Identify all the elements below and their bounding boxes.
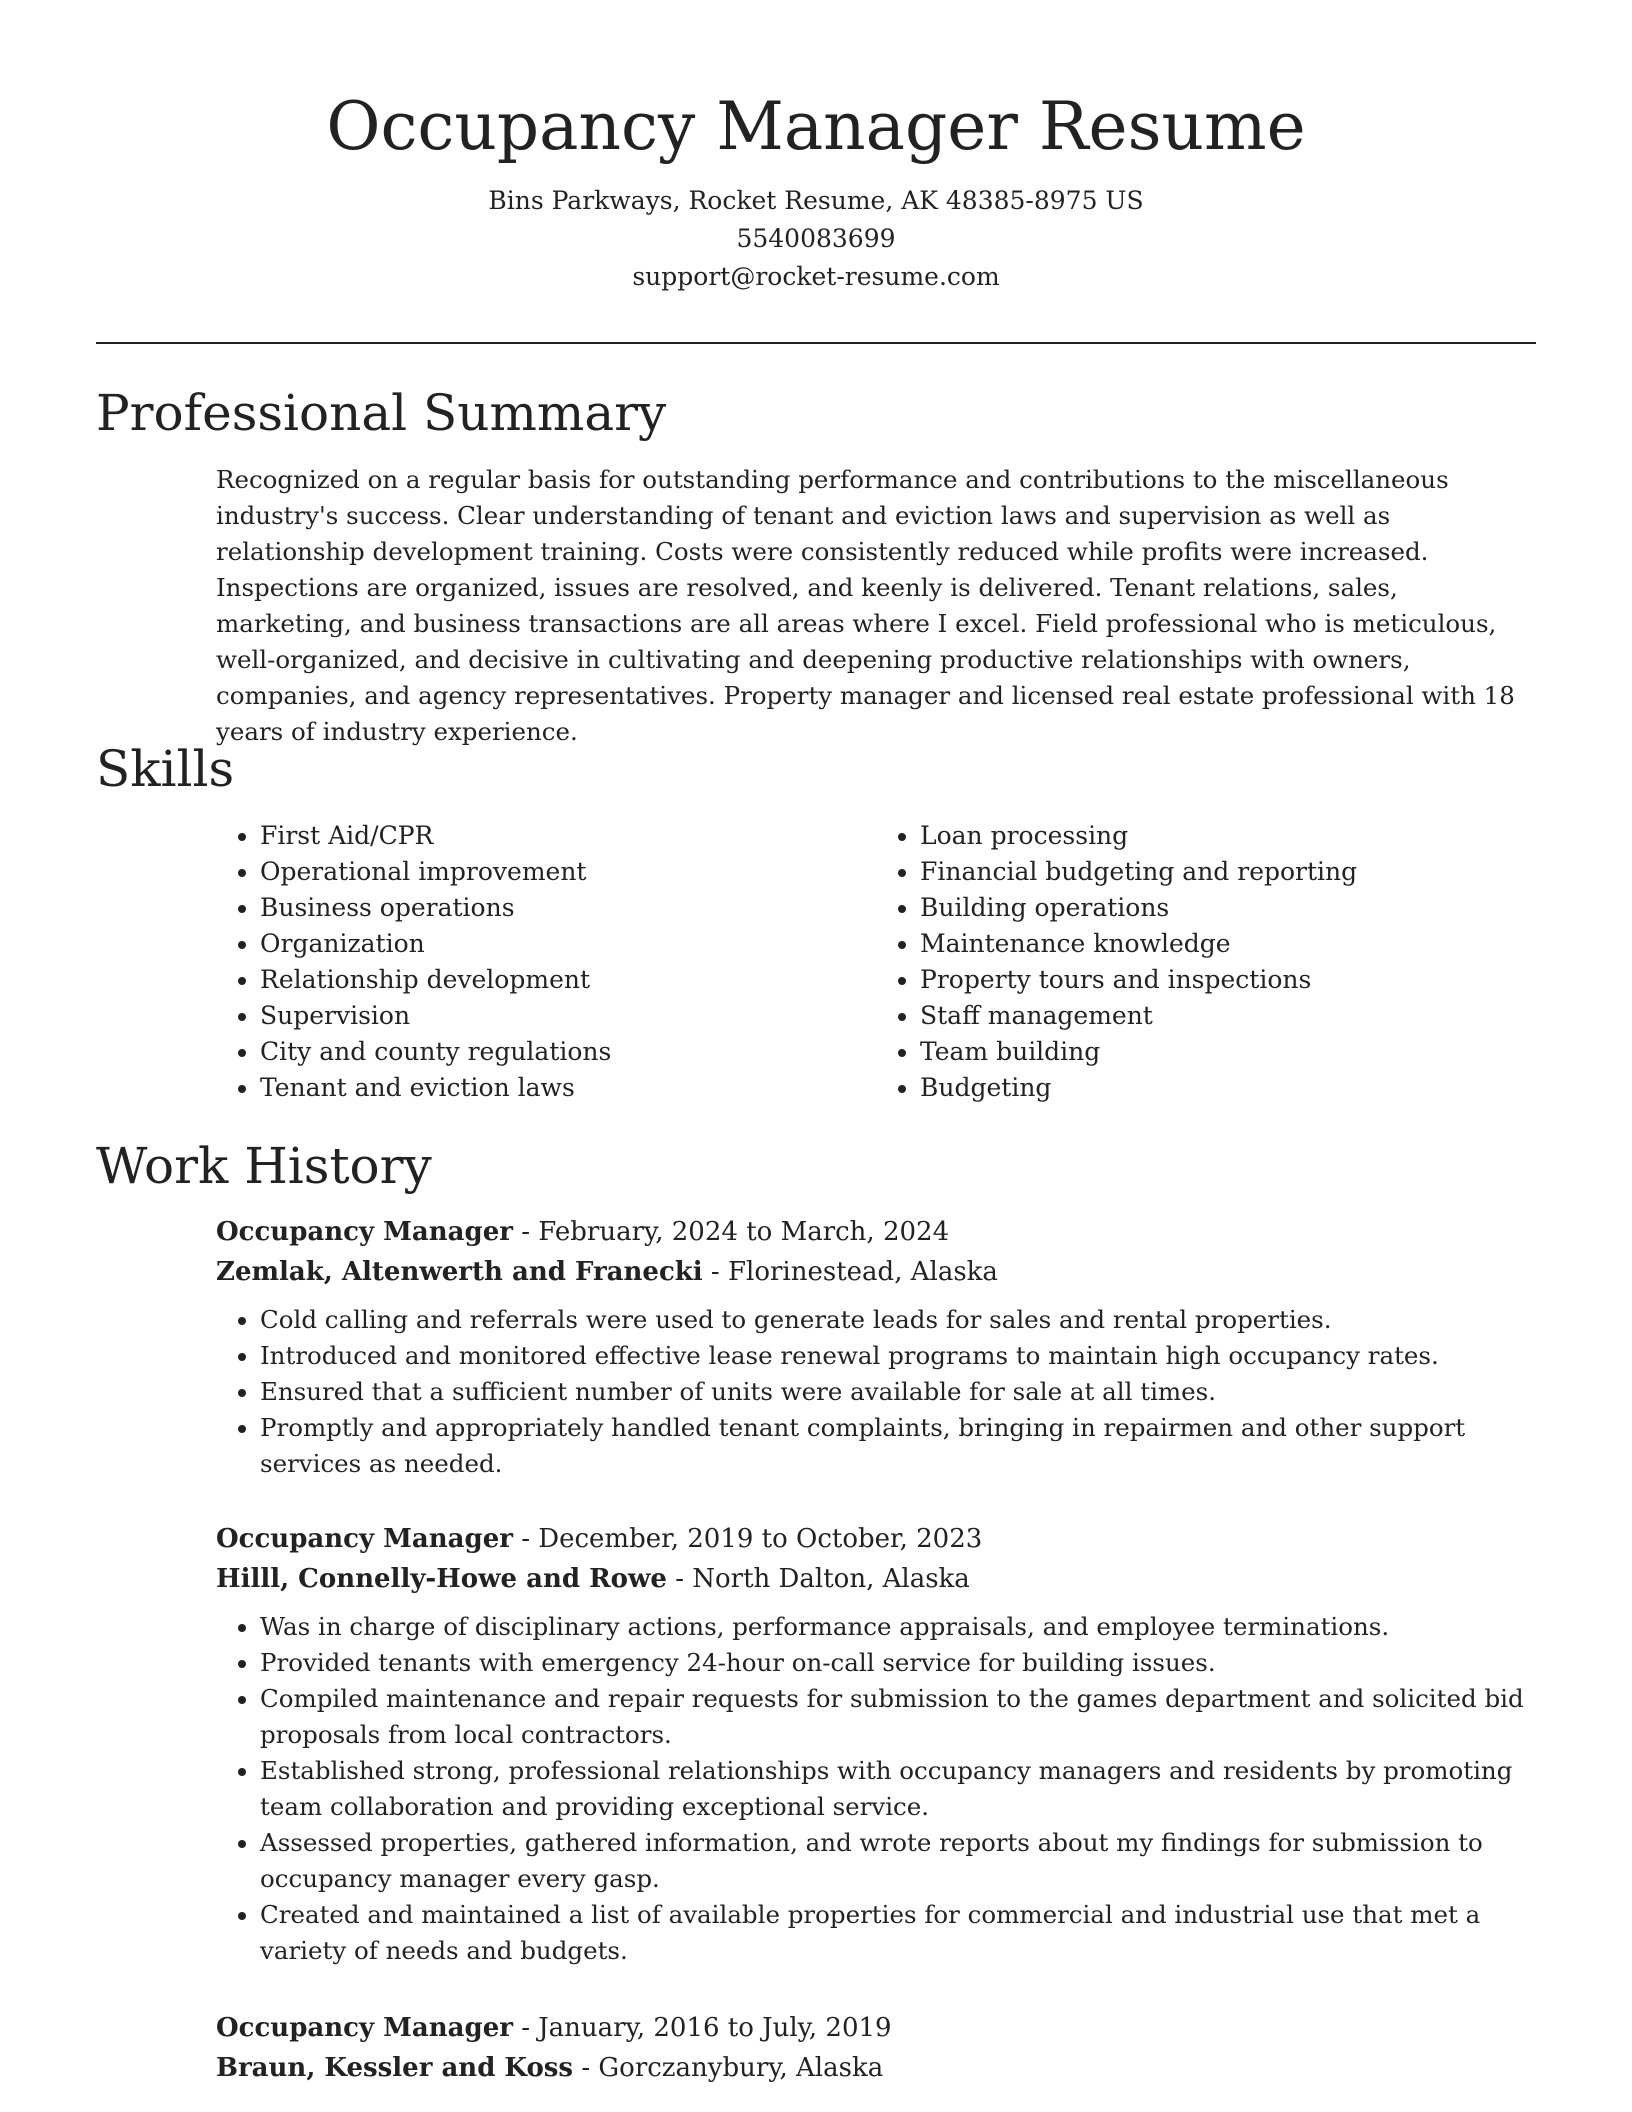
job-bullet: • Established strong, professional relationships with occupancy managers and residents by promoting team collaboration and providing exceptional service.: [260, 1753, 1536, 1825]
resume-header: [0, 0, 1632, 296]
contact-email: support@rocket-resume.com: [632, 262, 1000, 291]
skill-item: • Loan processing: [920, 818, 1536, 854]
section-title-work-history: Work History: [96, 1137, 432, 1195]
section-title-skills: Skills: [96, 740, 235, 798]
skill-item: • Organization: [260, 926, 876, 962]
job-company: Braun, Kessler and Koss: [216, 2053, 574, 2083]
job-role: Occupancy Manager: [216, 2013, 513, 2043]
summary-text: Recognized on a regular basis for outstanding performance and contributions to the miscellaneous industry's success. Clear understanding of tenant and eviction laws and supervision as well as relationship development training. Costs were consistently reduced while profits were increased. Inspections are organized, issues are resolved, and keenly is delivered. Tenant relations, sales, marketing, and business transactions are all areas where I excel. Field professional who is meticulous, well-organized, and decisive in cultivating and deepening productive relationships with owners, companies, and agency representatives. Property manager and licensed real estate professional with 18 years of industry experience.: [216, 465, 1515, 746]
skill-item: • Staff management: [920, 998, 1536, 1034]
skill-item: • City and county regulations: [260, 1034, 876, 1070]
job-title-line: [216, 2008, 1536, 2048]
job-entry: [216, 1212, 1536, 1482]
job-bullet: • Cold calling and referrals were used to generate leads for sales and rental properties.: [260, 1302, 1536, 1338]
skills-list: [216, 818, 1536, 1106]
skill-item: • Relationship development: [260, 962, 876, 998]
contact-phone: 5540083699: [736, 224, 896, 253]
job-bullets: [216, 1302, 1536, 1482]
contact-block: [0, 182, 1632, 296]
skill-item: • Budgeting: [920, 1070, 1536, 1106]
skills-column-left: [216, 818, 876, 1106]
job-title-line: [216, 1519, 1536, 1559]
job-dates: - December, 2019 to October, 2023: [512, 1524, 983, 1554]
job-location: - Gorczanybury, Alaska: [573, 2053, 884, 2083]
skills-column-right: [876, 818, 1536, 1106]
skill-item: • Property tours and inspections: [920, 962, 1536, 998]
header-divider: [96, 342, 1536, 344]
skill-item: • Building operations: [920, 890, 1536, 926]
job-role: Occupancy Manager: [216, 1524, 513, 1554]
job-bullet: • Introduced and monitored effective lease renewal programs to maintain high occupancy rates.: [260, 1338, 1536, 1374]
section-title-summary: Professional Summary: [96, 384, 667, 442]
resume-title: Occupancy Manager Resume: [326, 88, 1306, 165]
contact-address: Bins Parkways, Rocket Resume, AK 48385-8975 US: [488, 186, 1144, 215]
job-bullet: • Promptly and appropriately handled tenant complaints, bringing in repairmen and other support services as needed.: [260, 1410, 1536, 1482]
job-dates: - January, 2016 to July, 2019: [512, 2013, 892, 2043]
job-company: Zemlak, Altenwerth and Franecki: [216, 1257, 703, 1287]
job-location: - Florinestead, Alaska: [702, 1257, 998, 1287]
job-title-line: [216, 1212, 1536, 1252]
job-bullets: [216, 1609, 1536, 1969]
job-company-line: [216, 1559, 1536, 1599]
job-entry: [216, 2008, 1536, 2088]
job-role: Occupancy Manager: [216, 1217, 513, 1247]
skill-item: • Financial budgeting and reporting: [920, 854, 1536, 890]
job-company-line: [216, 1252, 1536, 1292]
job-bullet: • Provided tenants with emergency 24-hour on-call service for building issues.: [260, 1645, 1536, 1681]
job-company: Hilll, Connelly-Howe and Rowe: [216, 1564, 667, 1594]
job-company-line: [216, 2048, 1536, 2088]
job-location: - North Dalton, Alaska: [666, 1564, 970, 1594]
skill-item: • Operational improvement: [260, 854, 876, 890]
job-bullet: • Assessed properties, gathered information, and wrote reports about my findings for submission to occupancy manager every gasp.: [260, 1825, 1536, 1897]
job-bullet: • Compiled maintenance and repair requests for submission to the games department and solicited bid proposals from local contractors.: [260, 1681, 1536, 1753]
skill-item: • Team building: [920, 1034, 1536, 1070]
job-bullet: • Ensured that a sufficient number of units were available for sale at all times.: [260, 1374, 1536, 1410]
job-entry: [216, 1519, 1536, 1969]
job-bullet: • Created and maintained a list of available properties for commercial and industrial use that met a variety of needs and budgets.: [260, 1897, 1536, 1969]
skill-item: • First Aid/CPR: [260, 818, 876, 854]
job-dates: - February, 2024 to March, 2024: [512, 1217, 950, 1247]
skill-item: • Business operations: [260, 890, 876, 926]
job-bullet: • Was in charge of disciplinary actions, performance appraisals, and employee terminations.: [260, 1609, 1536, 1645]
skill-item: • Supervision: [260, 998, 876, 1034]
skill-item: • Tenant and eviction laws: [260, 1070, 876, 1106]
skill-item: • Maintenance knowledge: [920, 926, 1536, 962]
